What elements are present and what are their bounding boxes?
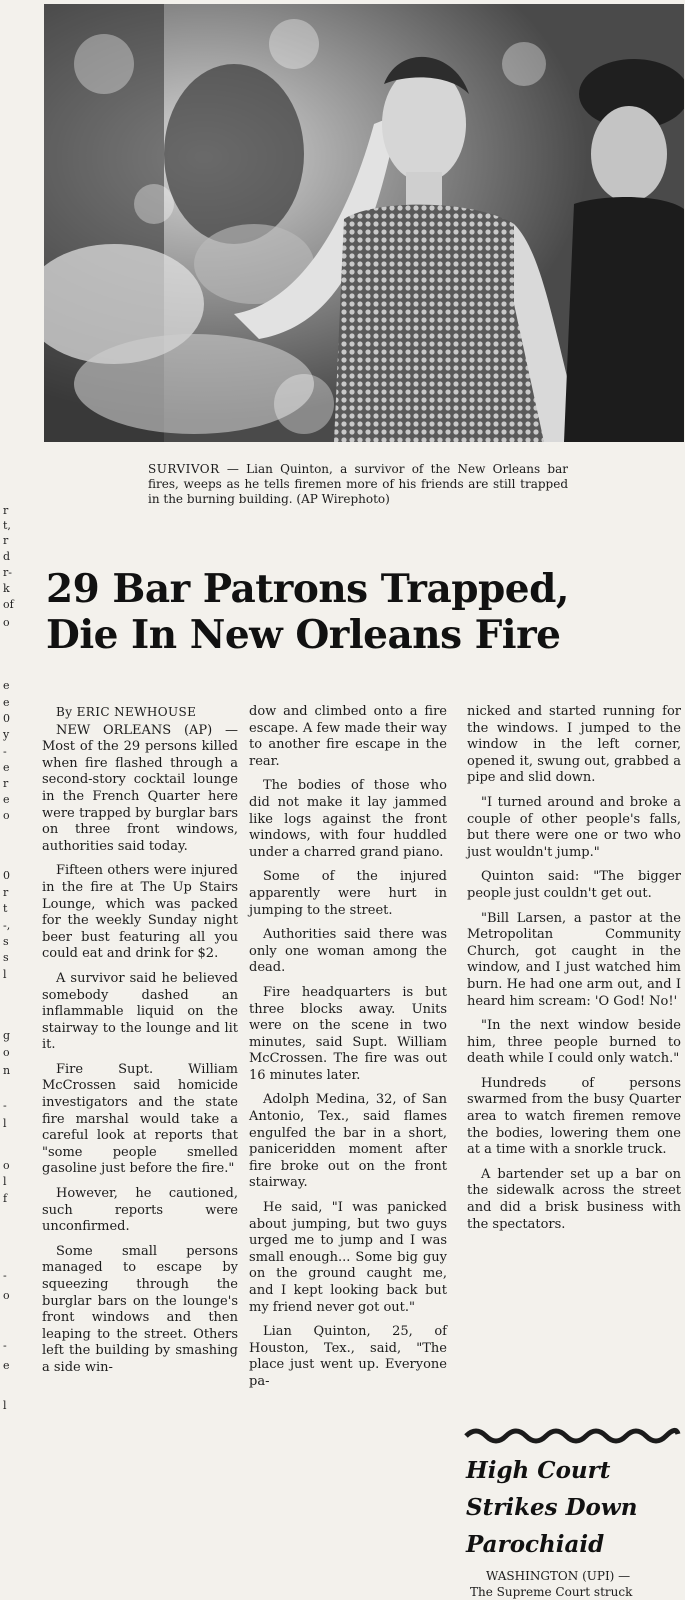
margin-fragment: 0	[3, 869, 10, 882]
headline-line-1: 29 Bar Patrons Trapped,	[46, 566, 569, 612]
sidebar-dateline: WASHINGTON (UPI) —	[486, 1569, 631, 1583]
margin-fragment: t,	[3, 519, 11, 532]
article-column-1	[42, 704, 238, 1385]
margin-fragment: o	[3, 1159, 10, 1172]
paragraph: Fire headquarters is but three blocks away. Units were on the scene in two minutes, said Supt. William McCrossen. The fire was out 16 minutes later.	[249, 984, 447, 1083]
margin-fragment: of	[3, 598, 14, 611]
caption-lead: SURVIVOR	[148, 462, 220, 476]
margin-fragment: e	[3, 761, 10, 774]
paragraph: "Bill Larsen, a pastor at the Metropolitan Community Church, got caught in the window, and I just watched him burn. He had one arm out, and I heard him scream: 'O God! No!'	[467, 910, 681, 1009]
sidebar-story-lead	[470, 1568, 684, 1600]
margin-fragment: e	[3, 679, 10, 692]
paragraph-text: Most of the 29 persons killed when fire flashed through a second-story cocktail lounge in the French Quarter here were trapped by burglar bars on three front windows, authorities said today.	[42, 739, 238, 854]
sidebar-headline-line-2: Strikes Down	[466, 1494, 638, 1521]
margin-fragment: 0	[3, 712, 10, 725]
margin-fragment: l	[3, 1399, 7, 1412]
paragraph: Lian Quinton, 25, of Houston, Tex., said, "The place just went up. Everyone pa-	[249, 1324, 447, 1389]
margin-fragment: -	[3, 1339, 7, 1352]
margin-fragment: l	[3, 1175, 7, 1188]
paragraph: Hundreds of persons swarmed from the busy Quarter area to watch firemen remove the bodies, lowering them one at a time with a snorkle truck.	[467, 1075, 681, 1158]
paragraph: Fifteen others were injured in the fire at The Up Stairs Lounge, which was packed for the weekly Sunday night beer bust featuring all you could eat and drink for $2.	[42, 863, 238, 962]
margin-fragment: y	[3, 728, 10, 741]
margin-fragment: r	[3, 504, 9, 517]
sidebar-lead-text: The Supreme Court struck	[470, 1585, 633, 1599]
margin-fragment: r	[3, 534, 9, 547]
margin-fragment: -	[3, 745, 7, 758]
margin-fragment: r	[3, 886, 9, 899]
article-column-2	[249, 704, 447, 1399]
margin-fragment: n	[3, 1064, 11, 1077]
sidebar-headline	[466, 1452, 682, 1563]
margin-fragment: l	[3, 1117, 7, 1130]
article-column-3	[467, 704, 681, 1241]
photo-caption	[148, 462, 568, 507]
paragraph: Fire Supt. William McCrossen said homicide investigators and the state fire marshal would take a careful look at reports that "some people smelled gasoline just before the fire."	[42, 1061, 238, 1177]
paragraph: Authorities said there was only one woman among the dead.	[249, 927, 447, 976]
paragraph: Adolph Medina, 32, of San Antonio, Tex., said flames engulfed the bar in a short, paniceridden moment after fire broke out on the front stairway.	[249, 1092, 447, 1191]
margin-fragment: r-	[3, 566, 12, 579]
margin-fragment: g	[3, 1029, 11, 1042]
margin-fragment: l	[3, 968, 7, 981]
paragraph: dow and climbed onto a fire escape. A few made their way to another fire escape in the rear.	[249, 704, 447, 769]
wavy-divider	[462, 1418, 682, 1448]
margin-fragment: e	[3, 793, 10, 806]
caption-text: — Lian Quinton, a survivor of the New Orleans bar fires, weeps as he tells firemen more of his friends are still trapped in the burning building. (AP Wirephoto)	[148, 462, 568, 506]
photo-illustration	[44, 4, 684, 442]
margin-fragment: t	[3, 902, 8, 915]
margin-fragment: -	[3, 1269, 7, 1282]
paragraph: Quinton said: "The bigger people just couldn't get out.	[467, 869, 681, 901]
margin-fragment: r	[3, 777, 9, 790]
dateline: NEW ORLEANS (AP) —	[56, 722, 238, 738]
margin-fragment: -	[3, 1099, 7, 1112]
margin-fragment: o	[3, 1289, 10, 1302]
paragraph: nicked and started running for the windows. I jumped to the window in the left corner, opened it, swung out, grabbed a pipe and slid down.	[467, 704, 681, 786]
margin-fragment: e	[3, 1359, 10, 1372]
margin-fragment: -,	[3, 919, 11, 932]
paragraph: He said, "I was panicked about jumping, but two guys urged me to jump and I was small enough... Some big guy on the ground caught me, and I kept looking back but my friend never got out."	[249, 1200, 447, 1315]
margin-fragment: s	[3, 935, 9, 948]
byline: By ERIC NEWHOUSE	[56, 705, 197, 719]
margin-fragment: k	[3, 582, 10, 595]
paragraph: The bodies of those who did not make it lay jammed like logs against the front windows, with four huddled under a charred grand piano.	[249, 778, 447, 860]
paragraph	[42, 723, 238, 856]
paragraph: Some small persons managed to escape by squeezing through the burglar bars on the lounge's front windows and then leaping to the street. Others left the building by smashing a side win-	[42, 1243, 238, 1375]
headline-line-2: Die In New Orleans Fire	[46, 612, 561, 658]
paragraph: Some of the injured apparently were hurt in jumping to the street.	[249, 869, 447, 918]
main-headline	[46, 566, 666, 658]
margin-fragment: o	[3, 616, 10, 629]
margin-fragment: o	[3, 809, 10, 822]
margin-fragment: s	[3, 951, 9, 964]
paragraph: However, he cautioned, such reports were unconfirmed.	[42, 1186, 238, 1235]
paragraph: "I turned around and broke a couple of other people's falls, but there were one or two who just wouldn't jump."	[467, 794, 681, 860]
margin-fragment: f	[3, 1192, 8, 1205]
paragraph: A bartender set up a bar on the sidewalk across the street and did a brisk business with the spectators.	[467, 1166, 681, 1232]
margin-fragment: d	[3, 550, 11, 563]
margin-fragment: e	[3, 696, 10, 709]
survivor-photo	[44, 4, 684, 442]
paragraph: A survivor said he believed somebody dashed an inflammable liquid on the stairway to the lounge and lit it.	[42, 970, 238, 1053]
paragraph: "In the next window beside him, three people burned to death while I could only watch."	[467, 1018, 681, 1067]
sidebar-headline-line-3: Parochiaid	[466, 1531, 605, 1558]
margin-fragment: o	[3, 1046, 10, 1059]
sidebar-headline-line-1: High Court	[466, 1457, 611, 1484]
adjacent-column-fragments	[0, 0, 28, 1600]
